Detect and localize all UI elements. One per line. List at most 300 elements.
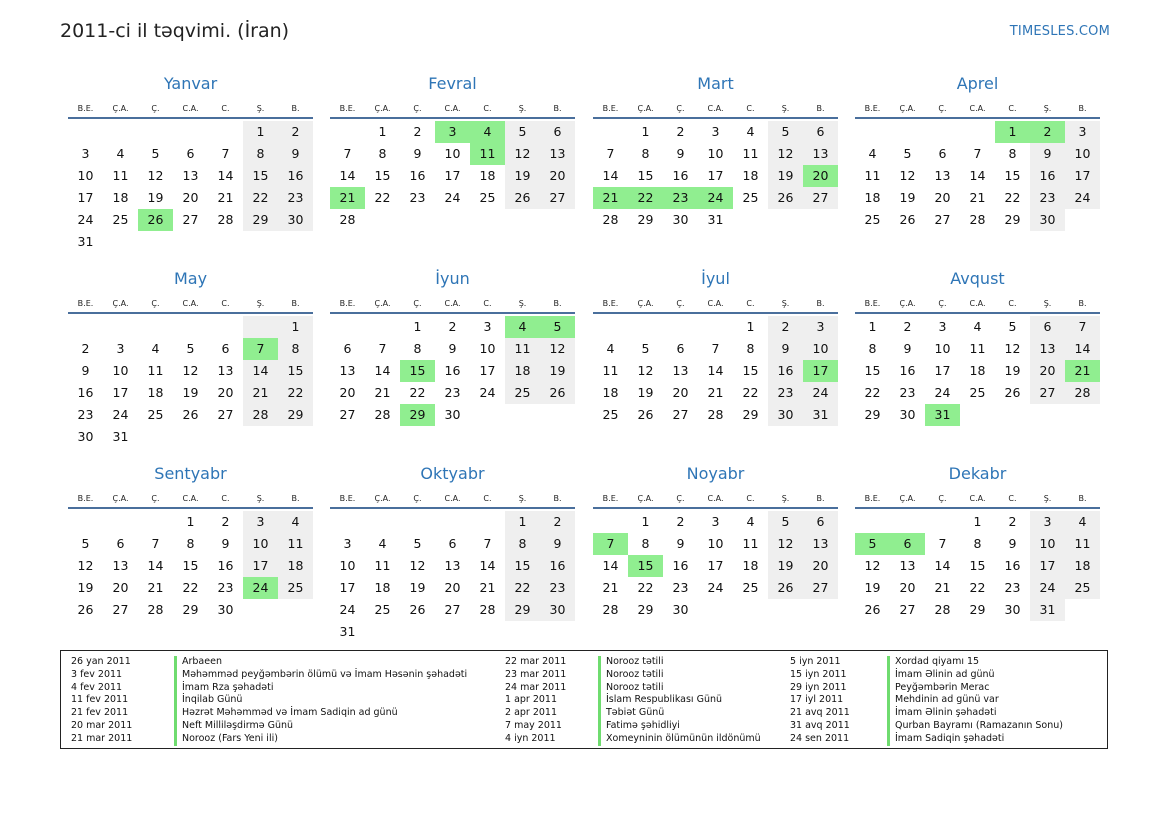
month-name: Oktyabr: [420, 464, 485, 483]
holiday-row: [790, 707, 1090, 720]
day-cell: 9: [1030, 143, 1065, 165]
day-cell: 1: [278, 316, 313, 338]
empty-cell: [628, 316, 663, 338]
weekday-label: B.E.: [602, 494, 619, 503]
month-5: [68, 268, 313, 448]
weekday-label: Ş.: [256, 494, 265, 503]
day-cell: 24: [1065, 187, 1100, 209]
day-cell: 4: [278, 511, 313, 533]
day-cell: 25: [147, 407, 164, 422]
day-cell: 8: [413, 341, 422, 356]
day-cell: 2: [768, 316, 803, 338]
holiday-row: [790, 720, 1090, 733]
day-cell: 21: [969, 190, 986, 205]
day-cell: 11: [112, 168, 129, 183]
day-cell: 1: [868, 319, 877, 334]
holiday-date: 31 avq 2011: [790, 720, 850, 731]
empty-cell: [103, 511, 138, 533]
holiday-list: [60, 650, 1108, 749]
empty-cell: [593, 121, 628, 143]
weekday-label: Ş.: [1043, 299, 1052, 308]
day-cell: 26: [182, 407, 199, 422]
empty-cell: [68, 316, 103, 338]
day-cell: 9: [676, 536, 685, 551]
day-cell: 17: [339, 580, 356, 595]
weekday-label: B.E.: [339, 104, 356, 113]
day-cell: 4: [606, 341, 615, 356]
day-cell: 1: [243, 121, 278, 143]
day-cell: 14: [969, 168, 986, 183]
day-cell: 9: [540, 533, 575, 555]
weekday-label: C.A.: [707, 104, 724, 113]
day-cell: 25: [505, 382, 540, 404]
holiday-name: İmam Əlinin ad günü: [887, 669, 995, 682]
holiday-day: 21: [1065, 360, 1100, 382]
weekday-header: [855, 485, 1100, 509]
day-cell: 15: [278, 360, 313, 382]
holiday-date: 21 avq 2011: [790, 707, 850, 719]
day-cell: 17: [444, 168, 461, 183]
weekday-label: Ş.: [1043, 104, 1052, 113]
weekday-header: [593, 485, 838, 509]
day-cell: 28: [934, 602, 951, 617]
weekday-label: B.E.: [602, 299, 619, 308]
empty-cell: [470, 511, 505, 533]
day-cell: 15: [864, 363, 881, 378]
holiday-row: [790, 733, 1090, 746]
day-cell: 3: [1065, 121, 1100, 143]
day-cell: 2: [676, 514, 685, 529]
holiday-day: 11: [470, 143, 505, 165]
day-cell: 6: [116, 536, 125, 551]
day-cell: 9: [903, 341, 912, 356]
day-cell: 19: [182, 385, 199, 400]
day-cell: 19: [864, 580, 881, 595]
holiday-row: [71, 733, 371, 746]
empty-cell: [68, 511, 103, 533]
holiday-day: 24: [698, 187, 733, 209]
weekday-header: [330, 290, 575, 314]
day-cell: 4: [1065, 511, 1100, 533]
month-name: Dekabr: [948, 464, 1007, 483]
day-cell: 22: [409, 385, 426, 400]
weekday-label: Ş.: [256, 104, 265, 113]
weekday-label: B.: [553, 104, 562, 113]
weekday-header: [593, 95, 838, 119]
day-cell: 25: [479, 190, 496, 205]
weekday-label: B.: [816, 299, 825, 308]
day-cell: 13: [1030, 338, 1065, 360]
weekday-label: C.A.: [182, 494, 199, 503]
day-cell: 7: [483, 536, 492, 551]
day-cell: 11: [374, 558, 391, 573]
site-link[interactable]: TIMESLES.COM: [1009, 24, 1110, 39]
weekday-header: [855, 95, 1100, 119]
holiday-row: [505, 733, 805, 746]
day-cell: 3: [1030, 511, 1065, 533]
day-cell: 25: [742, 580, 759, 595]
day-cell: 31: [112, 429, 129, 444]
weekday-label: C.: [1008, 299, 1017, 308]
day-cell: 6: [186, 146, 195, 161]
empty-cell: [208, 316, 243, 338]
day-cell: 22: [742, 385, 759, 400]
day-cell: 10: [479, 341, 496, 356]
weekday-label: B.E.: [77, 494, 94, 503]
holiday-day: 21: [593, 187, 628, 209]
day-cell: 30: [672, 212, 689, 227]
holiday-date: 26 yan 2011: [71, 656, 131, 667]
day-cell: 14: [339, 168, 356, 183]
day-cell: 21: [243, 382, 278, 404]
day-cell: 28: [374, 407, 391, 422]
day-cell: 26: [540, 382, 575, 404]
day-cell: 7: [606, 146, 615, 161]
holiday-date: 23 mar 2011: [505, 668, 567, 680]
holiday-name: Norooz (Fars Yeni ili): [174, 733, 278, 746]
holiday-day: 31: [925, 404, 960, 426]
day-cell: 12: [147, 168, 164, 183]
day-cell: 13: [444, 558, 461, 573]
day-cell: 18: [112, 190, 129, 205]
day-cell: 12: [768, 143, 803, 165]
day-cell: 18: [1065, 555, 1100, 577]
day-cell: 31: [707, 212, 724, 227]
day-cell: 31: [339, 624, 356, 639]
day-cell: 21: [217, 190, 234, 205]
day-cell: 8: [746, 341, 755, 356]
day-cell: 11: [1065, 533, 1100, 555]
day-cell: 28: [217, 212, 234, 227]
month-name: Mart: [697, 74, 734, 93]
weekday-header: [330, 485, 575, 509]
weekday-label: C.A.: [969, 494, 986, 503]
day-cell: 5: [151, 146, 160, 161]
day-cell: 30: [1030, 209, 1065, 231]
day-cell: 21: [602, 580, 619, 595]
day-cell: 8: [641, 536, 650, 551]
day-cell: 20: [182, 190, 199, 205]
day-cell: 1: [505, 511, 540, 533]
day-cell: 16: [1004, 558, 1021, 573]
day-cell: 30: [217, 602, 234, 617]
day-cell: 11: [742, 146, 759, 161]
day-cell: 8: [1008, 146, 1017, 161]
day-cell: 22: [243, 187, 278, 209]
day-grid: [68, 121, 313, 253]
weekday-header: [68, 485, 313, 509]
day-cell: 3: [803, 316, 838, 338]
day-cell: 26: [768, 577, 803, 599]
day-cell: 18: [864, 190, 881, 205]
day-cell: 29: [505, 599, 540, 621]
empty-cell: [103, 316, 138, 338]
day-cell: 14: [374, 363, 391, 378]
day-cell: 16: [672, 558, 689, 573]
day-cell: 28: [602, 212, 619, 227]
day-cell: 29: [243, 209, 278, 231]
month-7: [593, 268, 838, 426]
holiday-day: 26: [138, 209, 173, 231]
day-cell: 5: [903, 146, 912, 161]
weekday-label: Ç.A.: [112, 104, 129, 113]
day-cell: 19: [409, 580, 426, 595]
day-cell: 14: [479, 558, 496, 573]
day-cell: 12: [899, 168, 916, 183]
weekday-label: B.: [816, 494, 825, 503]
day-cell: 8: [868, 341, 877, 356]
day-cell: 19: [540, 360, 575, 382]
day-cell: 9: [1008, 536, 1017, 551]
day-cell: 14: [147, 558, 164, 573]
weekday-label: Ç.: [938, 104, 947, 113]
day-cell: 20: [934, 190, 951, 205]
holiday-row: [505, 669, 805, 682]
weekday-label: C.: [746, 494, 755, 503]
weekday-label: C.: [221, 104, 230, 113]
day-cell: 3: [343, 536, 352, 551]
weekday-label: Ç.A.: [112, 494, 129, 503]
day-cell: 6: [938, 146, 947, 161]
day-cell: 29: [969, 602, 986, 617]
day-grid: [330, 511, 575, 643]
holiday-name: Xordad qiyamı 15: [887, 656, 979, 669]
holiday-row: [790, 682, 1090, 695]
empty-cell: [208, 121, 243, 143]
day-cell: 8: [378, 146, 387, 161]
day-cell: 2: [903, 319, 912, 334]
empty-cell: [243, 316, 278, 338]
month-name: May: [173, 269, 208, 288]
holiday-row: [790, 694, 1090, 707]
day-cell: 10: [934, 341, 951, 356]
empty-cell: [960, 121, 995, 143]
day-cell: 23: [1004, 580, 1021, 595]
day-cell: 12: [864, 558, 881, 573]
day-cell: 12: [1004, 341, 1021, 356]
day-cell: 1: [973, 514, 982, 529]
day-cell: 27: [444, 602, 461, 617]
empty-cell: [400, 511, 435, 533]
day-cell: 21: [479, 580, 496, 595]
day-cell: 25: [602, 407, 619, 422]
month-name: Noyabr: [686, 464, 745, 483]
weekday-label: C.A.: [969, 299, 986, 308]
day-cell: 27: [182, 212, 199, 227]
day-cell: 14: [217, 168, 234, 183]
holiday-date: 15 iyn 2011: [790, 668, 847, 680]
weekday-label: B.: [553, 299, 562, 308]
day-cell: 29: [182, 602, 199, 617]
holiday-row: [71, 682, 371, 695]
holiday-date: 21 fev 2011: [71, 707, 129, 719]
month-name: İyul: [701, 269, 730, 288]
weekday-label: Ş.: [518, 494, 527, 503]
empty-cell: [138, 121, 173, 143]
day-cell: 5: [641, 341, 650, 356]
day-cell: 7: [973, 146, 982, 161]
day-cell: 26: [768, 187, 803, 209]
holiday-day: 7: [593, 533, 628, 555]
day-cell: 6: [1030, 316, 1065, 338]
weekday-header: [855, 290, 1100, 314]
day-cell: 4: [973, 319, 982, 334]
day-cell: 23: [278, 187, 313, 209]
weekday-label: C.: [483, 494, 492, 503]
weekday-label: Ç.: [413, 104, 422, 113]
day-cell: 19: [768, 555, 803, 577]
day-cell: 23: [217, 580, 234, 595]
day-cell: 3: [711, 514, 720, 529]
day-cell: 17: [707, 558, 724, 573]
month-name: Yanvar: [163, 74, 218, 93]
empty-cell: [435, 511, 470, 533]
weekday-label: C.: [1008, 494, 1017, 503]
weekday-label: B.: [291, 104, 300, 113]
holiday-name: Norooz tətili: [598, 669, 663, 682]
day-cell: 12: [409, 558, 426, 573]
empty-cell: [138, 511, 173, 533]
day-cell: 24: [1030, 577, 1065, 599]
holiday-date: 3 fev 2011: [71, 668, 123, 680]
day-cell: 26: [899, 212, 916, 227]
day-cell: 19: [1004, 363, 1021, 378]
holiday-day: 3: [435, 121, 470, 143]
day-cell: 18: [602, 385, 619, 400]
weekday-label: Ç.: [413, 299, 422, 308]
day-cell: 22: [1004, 190, 1021, 205]
empty-cell: [925, 121, 960, 143]
day-cell: 11: [147, 363, 164, 378]
weekday-label: B.E.: [339, 494, 356, 503]
weekday-label: B.E.: [864, 494, 881, 503]
day-cell: 13: [934, 168, 951, 183]
holiday-row: [790, 669, 1090, 682]
day-cell: 29: [1004, 212, 1021, 227]
holiday-day: 5: [540, 316, 575, 338]
holiday-date: 2 apr 2011: [505, 707, 558, 719]
weekday-label: Ç.A.: [899, 104, 916, 113]
day-cell: 27: [803, 187, 838, 209]
day-cell: 3: [938, 319, 947, 334]
day-cell: 9: [413, 146, 422, 161]
day-cell: 1: [413, 319, 422, 334]
day-cell: 23: [899, 385, 916, 400]
month-name: Sentyabr: [154, 464, 227, 483]
day-cell: 9: [221, 536, 230, 551]
day-cell: 30: [77, 429, 94, 444]
day-cell: 4: [868, 146, 877, 161]
holiday-day: 1: [995, 121, 1030, 143]
day-cell: 10: [339, 558, 356, 573]
day-cell: 12: [637, 363, 654, 378]
weekday-label: Ş.: [1043, 494, 1052, 503]
day-cell: 15: [637, 168, 654, 183]
holiday-name: İmam Sadiqin şəhadəti: [887, 733, 1004, 746]
day-cell: 23: [77, 407, 94, 422]
day-cell: 9: [768, 338, 803, 360]
day-cell: 28: [147, 602, 164, 617]
day-cell: 27: [672, 407, 689, 422]
weekday-label: Ç.: [151, 104, 160, 113]
day-cell: 27: [217, 407, 234, 422]
day-cell: 11: [278, 533, 313, 555]
day-cell: 15: [182, 558, 199, 573]
day-cell: 28: [339, 212, 356, 227]
month-4: [855, 73, 1100, 231]
day-cell: 30: [768, 404, 803, 426]
day-cell: 13: [112, 558, 129, 573]
day-cell: 11: [864, 168, 881, 183]
day-cell: 24: [112, 407, 129, 422]
weekday-label: C.: [746, 104, 755, 113]
day-cell: 26: [409, 602, 426, 617]
day-cell: 19: [637, 385, 654, 400]
weekday-label: Ç.A.: [112, 299, 129, 308]
day-grid: [855, 316, 1100, 426]
day-cell: 14: [602, 558, 619, 573]
day-cell: 21: [707, 385, 724, 400]
day-cell: 13: [217, 363, 234, 378]
day-cell: 8: [186, 536, 195, 551]
day-cell: 4: [378, 536, 387, 551]
day-cell: 16: [1030, 165, 1065, 187]
day-cell: 13: [339, 363, 356, 378]
holiday-date: 4 iyn 2011: [505, 732, 556, 744]
day-cell: 2: [221, 514, 230, 529]
day-cell: 23: [444, 385, 461, 400]
weekday-label: Ç.A.: [374, 299, 391, 308]
day-cell: 25: [969, 385, 986, 400]
day-cell: 11: [505, 338, 540, 360]
day-cell: 24: [479, 385, 496, 400]
day-cell: 6: [540, 121, 575, 143]
day-cell: 24: [803, 382, 838, 404]
day-cell: 16: [278, 165, 313, 187]
day-cell: 17: [479, 363, 496, 378]
day-cell: 4: [151, 341, 160, 356]
holiday-date: 22 mar 2011: [505, 656, 567, 667]
day-cell: 30: [540, 599, 575, 621]
day-cell: 18: [742, 558, 759, 573]
day-cell: 14: [243, 360, 278, 382]
day-cell: 28: [243, 404, 278, 426]
weekday-label: C.A.: [707, 494, 724, 503]
day-cell: 10: [707, 146, 724, 161]
day-cell: 24: [339, 602, 356, 617]
day-cell: 15: [969, 558, 986, 573]
holiday-row: [71, 656, 371, 669]
weekday-label: C.A.: [444, 104, 461, 113]
day-cell: 10: [444, 146, 461, 161]
day-cell: 28: [707, 407, 724, 422]
day-cell: 11: [969, 341, 986, 356]
holiday-date: 7 may 2011: [505, 720, 562, 731]
day-cell: 12: [77, 558, 94, 573]
day-cell: 3: [81, 146, 90, 161]
day-cell: 5: [768, 511, 803, 533]
day-cell: 15: [243, 165, 278, 187]
day-cell: 6: [676, 341, 685, 356]
weekday-label: Ç.A.: [637, 299, 654, 308]
holiday-row: [71, 707, 398, 720]
day-cell: 18: [278, 555, 313, 577]
day-cell: 6: [343, 341, 352, 356]
day-cell: 5: [1008, 319, 1017, 334]
day-cell: 3: [711, 124, 720, 139]
day-cell: 22: [637, 580, 654, 595]
day-cell: 26: [1004, 385, 1021, 400]
